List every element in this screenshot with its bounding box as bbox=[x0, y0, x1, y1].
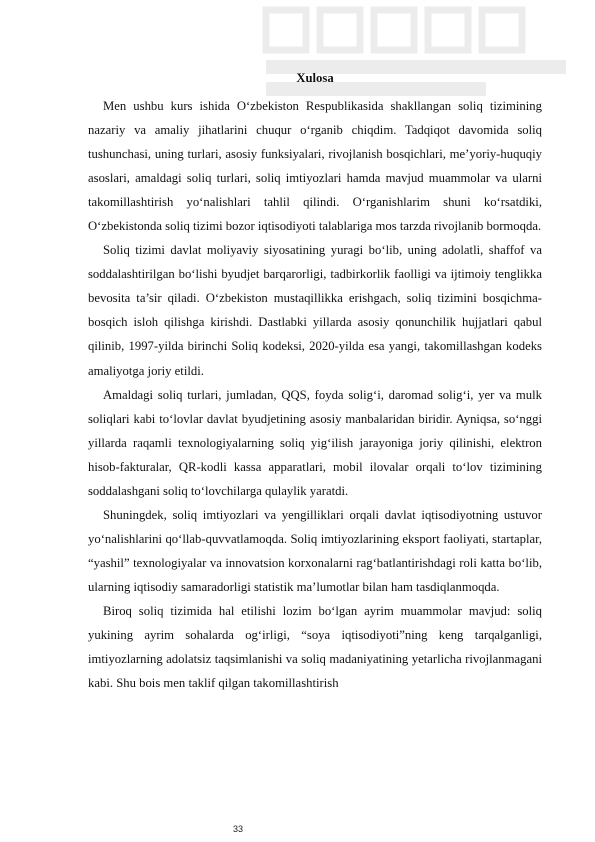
paragraph: Soliq tizimi davlat moliyaviy siyosatining yuragi bo‘lib, uning adolatli, shaffof va soddalashtirilgan bo‘lishi byudjet barqarorligi, tadbirkorlik faolligi va ijtimoiy tenglikka bevosita ta’sir qiladi. O‘zbekiston mustaqillikka erishgach, soliq tizimini bosqichma-bosqich isloh qilishga kirishdi. Dastlabki yillarda asosiy qonunchilik hujjatlari qabul qilinib, 1997-yilda birinchi Soliq kodeksi, 2020-yilda esa yangi, takomillashgan kodeks amaliyotga joriy etildi. bbox=[88, 243, 542, 378]
section-title: Xulosa bbox=[296, 71, 334, 85]
document-body bbox=[88, 94, 542, 695]
paragraph: Shuningdek, soliq imtiyozlari va yengilliklari orqali davlat iqtisodiyotning ustuvor yo‘nalishlarini qo‘llab-quvvatlamoqda. Soliq imtiyozlarining eksport faoliyati, startaplar, “yashil” texnologiyalar va innovatsion korxonalarni rag‘batlantirishdagi roli katta bo‘lib, ularning iqtisodiy samaradorligi statistik ma’lumotlar bilan ham tasdiqlanmoqda. bbox=[88, 507, 542, 594]
page-number: 33 bbox=[233, 824, 244, 834]
paragraph: Biroq soliq tizimida hal etilishi lozim bo‘lgan ayrim muammolar mavjud: soliq yukining ayrim sohalarda og‘irligi, “soya iqtisodiyoti”ning keng tarqalganligi, imtiyozlarning adolatsiz taqsimlanishi va soliq madaniyatining yetarlicha rivojlanmagani kabi. Shu bois men taklif qilgan takomillashtirish bbox=[88, 603, 542, 691]
watermark-logo bbox=[262, 2, 572, 107]
paragraph: Men ushbu kurs ishida O‘zbekiston Respublikasida shakllangan soliq tizimining nazariy va amaliy jihatlarini chuqur o‘rganib chiqdim. Tadqiqot davomida soliq tushunchasi, uning turlari, asosiy funksiyalari, rivojlanish bosqichlari, me’yoriy-huquqiy asoslari, amaldagi soliq turlari, soliq imtiyozlari hamda mavjud muammolar va ularni takomillashtirish yo‘nalishlari tahlil qilindi. O‘rganishlarim shuni ko‘rsatdiki, O‘zbekistonda soliq tizimi bozor iqtisodiyoti talablariga mos tarzda rivojlanib bormoqda. bbox=[88, 99, 542, 234]
paragraph: Amaldagi soliq turlari, jumladan, QQS, foyda solig‘i, daromad solig‘i, yer va mulk soliqlari kabi to‘lovlar davlat byudjetining asosiy manbalaridan biridir. Ayniqsa, so‘nggi yillarda raqamli texnologiyalarning soliq yig‘ilish jarayoniga joriy qilinishi, elektron hisob-fakturalar, QR-kodli kassa apparatlari, mobil ilovalar orqali to‘lov tizimining soddalashgani soliq to‘lovchilarga qulaylik yaratdi. bbox=[88, 387, 542, 498]
